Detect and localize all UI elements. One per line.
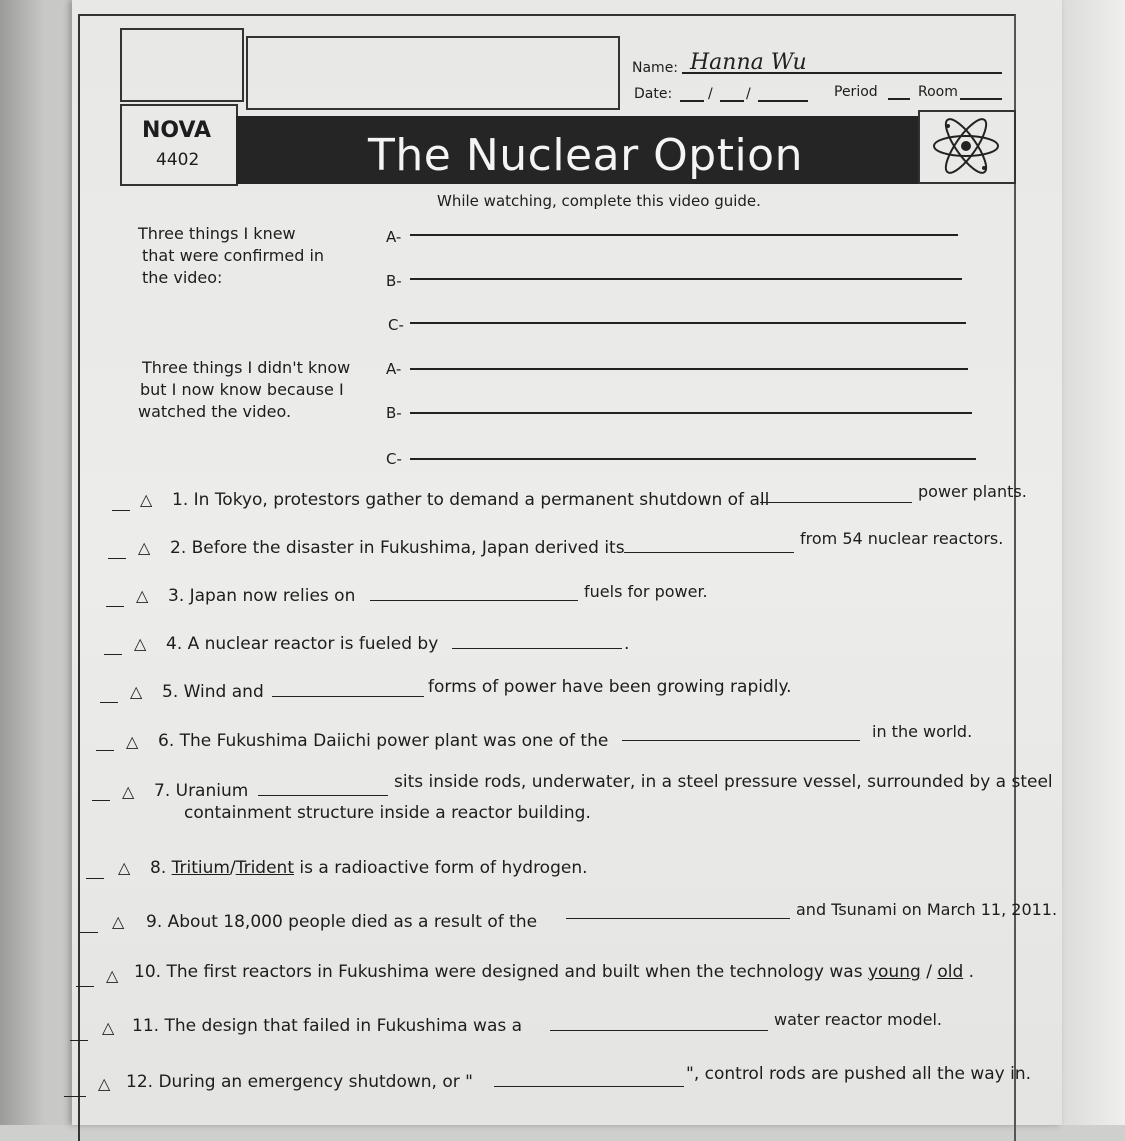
q8-slash: / (229, 858, 236, 878)
q9-check-blank (80, 932, 98, 933)
q9-text: 9. About 18,000 people died as a result of the (146, 912, 538, 932)
q3-text: 3. Japan now relies on (168, 586, 356, 606)
didnt-label-line-1: Three things I didn't know (142, 358, 351, 377)
instructions: While watching, complete this video guide. (437, 192, 761, 210)
name-label: Name: (632, 60, 679, 76)
triangle-icon: △ (122, 782, 135, 801)
didnt-c-label: C- (386, 450, 402, 468)
didnt-a-label: A- (386, 360, 402, 378)
q11-answer-blank (550, 1030, 768, 1031)
knew-b-line (410, 278, 962, 280)
q8-choice-tritium: Tritium (171, 858, 230, 878)
knew-label-line-1: Three things I knew (138, 224, 296, 243)
triangle-icon: △ (118, 858, 131, 877)
name-value: Hanna Wu (690, 50, 807, 75)
q1-text-end: power plants. (918, 482, 1027, 501)
didnt-label-line-3: watched the video. (138, 402, 292, 421)
nova-box (120, 104, 238, 186)
q1-check-blank (112, 510, 130, 511)
knew-b-label: B- (386, 272, 402, 290)
nova-label: NOVA (142, 118, 212, 143)
q2-check-blank (108, 558, 126, 559)
q6-text-end: in the world. (872, 722, 973, 741)
knew-label-line-3: the video: (142, 268, 223, 287)
period-label: Period (834, 84, 878, 100)
date-year-line (758, 100, 808, 102)
page-title: The Nuclear Option (368, 130, 803, 181)
q1-answer-blank (760, 502, 912, 503)
q11-text: 11. The design that failed in Fukushima was a (132, 1016, 523, 1036)
q1-text: 1. In Tokyo, protestors gather to demand a permanent shutdown of all (172, 490, 770, 510)
q10-choice-old: old (937, 962, 964, 982)
q5-check-blank (100, 702, 118, 703)
q5-text: 5. Wind and (162, 682, 264, 702)
q12-text: 12. During an emergency shutdown, or " (126, 1072, 473, 1092)
didnt-c-line (410, 458, 976, 460)
date-label: Date: (634, 86, 673, 102)
knew-a-label: A- (386, 228, 402, 246)
period-line (888, 98, 910, 100)
q2-text-end: from 54 nuclear reactors. (800, 529, 1004, 548)
q4-check-blank (104, 654, 122, 655)
triangle-icon: △ (106, 966, 119, 985)
q7-text-end: containment structure inside a reactor building. (184, 803, 591, 823)
q6-answer-blank (622, 740, 860, 741)
q7-check-blank (92, 800, 110, 801)
knew-c-label: C- (388, 316, 404, 334)
triangle-icon: △ (98, 1074, 111, 1093)
knew-a-line (410, 234, 958, 236)
triangle-icon: △ (134, 634, 147, 653)
q8-text (150, 858, 588, 878)
q10-period: . (968, 962, 975, 982)
q2-text: 2. Before the disaster in Fukushima, Japan derived its (170, 538, 625, 558)
q7-text: 7. Uranium (154, 781, 249, 801)
q7-answer-blank (258, 795, 388, 796)
didnt-b-label: B- (386, 404, 402, 422)
q7-text-mid: sits inside rods, underwater, in a steel pressure vessel, surrounded by a steel (394, 772, 1053, 792)
q11-check-blank (70, 1040, 88, 1041)
room-label: Room (918, 84, 958, 100)
knew-c-line (410, 322, 966, 324)
course-code: 4402 (156, 150, 200, 170)
date-sep-2: / (746, 86, 751, 102)
q8-text-end: is a radioactive form of hydrogen. (299, 858, 588, 878)
q8-number: 8. (150, 858, 167, 878)
triangle-icon: △ (126, 732, 139, 751)
q10-text-main: 10. The first reactors in Fukushima were designed and built when the technology was (134, 962, 863, 982)
q8-check-blank (86, 878, 104, 879)
q10-text (134, 962, 974, 982)
q8-choice-trident: Trident (235, 858, 294, 878)
knew-label-line-2: that were confirmed in (142, 246, 325, 265)
q2-answer-blank (624, 552, 794, 553)
date-month-line (680, 100, 704, 102)
triangle-icon: △ (136, 586, 149, 605)
didnt-label-line-2: but I now know because I (140, 380, 344, 399)
date-sep-1: / (708, 86, 713, 102)
q4-text-end: . (624, 634, 630, 654)
header-box-middle (246, 36, 620, 110)
q12-check-blank (64, 1096, 86, 1097)
room-line (960, 98, 1002, 100)
q4-text: 4. A nuclear reactor is fueled by (166, 634, 439, 654)
q3-check-blank (106, 606, 124, 607)
q3-answer-blank (370, 600, 578, 601)
triangle-icon: △ (130, 682, 143, 701)
q11-text-end: water reactor model. (774, 1010, 942, 1029)
didnt-b-line (410, 412, 972, 414)
didnt-a-line (410, 368, 968, 370)
q3-text-end: fuels for power. (584, 582, 708, 601)
q10-choice-young: young (867, 962, 921, 982)
q5-text-end: forms of power have been growing rapidly. (428, 677, 792, 697)
q12-text-end: ", control rods are pushed all the way in. (686, 1064, 1032, 1084)
q4-answer-blank (452, 648, 622, 649)
triangle-icon: △ (102, 1018, 115, 1037)
date-day-line (720, 100, 744, 102)
triangle-icon: △ (140, 490, 153, 509)
q6-check-blank (96, 750, 114, 751)
q9-answer-blank (566, 918, 790, 919)
triangle-icon: △ (112, 912, 125, 931)
header-box-left (120, 28, 244, 102)
q10-slash: / (926, 962, 932, 982)
q5-answer-blank (272, 696, 424, 697)
q12-answer-blank (494, 1086, 684, 1087)
q6-text: 6. The Fukushima Daiichi power plant was one of the (158, 731, 609, 751)
triangle-icon: △ (138, 538, 151, 557)
atom-icon (928, 114, 1004, 178)
q10-check-blank (76, 986, 94, 987)
q9-text-end: and Tsunami on March 11, 2011. (796, 900, 1058, 919)
